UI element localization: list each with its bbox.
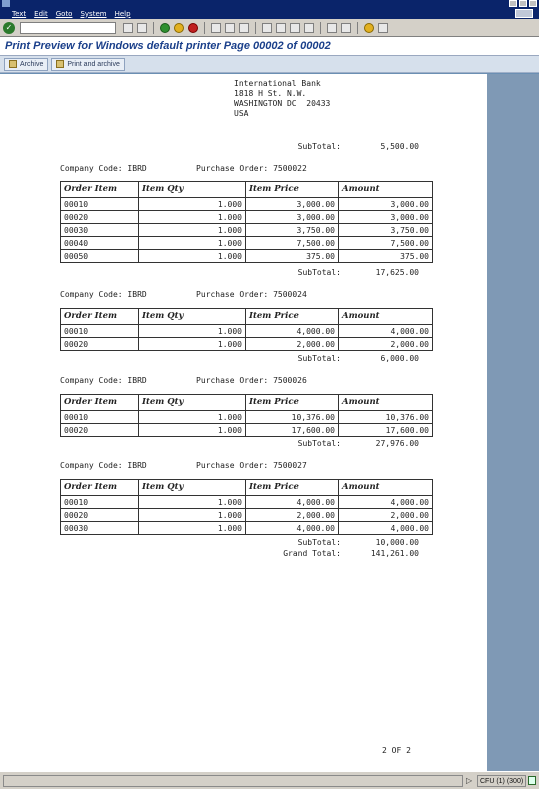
company-code: Company Code: IBRD [60,290,147,299]
table-row [61,496,433,509]
col-order-item: Order Item [61,309,139,325]
subtotal-value: 27,976.00 [375,439,419,448]
shortcut-icon[interactable] [341,23,351,33]
subtotal-value: 17,625.00 [375,268,419,277]
col-item-price: Item Price [246,182,339,198]
print-archive-icon [56,60,64,68]
cell-item-qty: 1.000 [139,198,246,211]
cell-order-item: 00020 [61,509,139,522]
subtotal-label: SubTotal: [297,538,341,547]
cell-amount: 10,376.00 [339,411,433,424]
order-table [60,479,433,535]
toolbar-separator [204,22,205,34]
cell-item-price: 7,500.00 [246,237,339,250]
address-line: International Bank [234,79,321,88]
purchase-order: Purchase Order: 7500022 [196,164,307,173]
cell-item-qty: 1.000 [139,424,246,437]
cell-amount: 17,600.00 [339,424,433,437]
carry-subtotal-value: 5,500.00 [380,142,419,151]
purchase-order: Purchase Order: 7500026 [196,376,307,385]
cell-item-price: 2,000.00 [246,509,339,522]
col-order-item: Order Item [61,395,139,411]
toolbar-separator [255,22,256,34]
toolbar-separator [320,22,321,34]
cell-item-qty: 1.000 [139,338,246,351]
address-line: 1818 H St. N.W. [234,89,307,98]
cell-item-price: 3,000.00 [246,198,339,211]
cell-item-qty: 1.000 [139,250,246,263]
cell-item-price: 17,600.00 [246,424,339,437]
cell-order-item: 00010 [61,496,139,509]
company-code: Company Code: IBRD [60,461,147,470]
subtotal-label: SubTotal: [297,268,341,277]
cell-order-item: 00030 [61,522,139,535]
menu-bar [0,8,539,19]
table-header-row [61,395,433,411]
cell-item-qty: 1.000 [139,411,246,424]
screen-title-area [0,37,539,56]
cell-amount: 7,500.00 [339,237,433,250]
cell-item-price: 10,376.00 [246,411,339,424]
bank-address [234,79,330,119]
save-icon[interactable] [137,23,147,33]
create-session-icon[interactable] [327,23,337,33]
print-preview-page[interactable] [0,74,487,771]
cell-item-price: 4,000.00 [246,522,339,535]
status-message-area[interactable] [3,775,463,787]
archive-button[interactable] [4,58,48,71]
cell-amount: 3,750.00 [339,224,433,237]
help-icon[interactable] [364,23,374,33]
col-amount: Amount [339,480,433,496]
menu-goto[interactable]: Goto [55,9,73,18]
last-page-icon[interactable] [304,23,314,33]
layout-menu-icon[interactable] [378,23,388,33]
cell-item-qty: 1.000 [139,496,246,509]
menu-text[interactable]: Text [12,9,27,18]
table-row [61,325,433,338]
subtotal-value: 6,000.00 [380,354,419,363]
col-item-price: Item Price [246,395,339,411]
cell-order-item: 00020 [61,211,139,224]
col-amount: Amount [339,182,433,198]
table-row [61,211,433,224]
cell-item-price: 4,000.00 [246,325,339,338]
table-row [61,237,433,250]
command-field[interactable] [20,22,116,34]
print-and-archive-button[interactable] [51,58,125,71]
maximize-icon[interactable] [519,0,527,7]
col-item-price: Item Price [246,309,339,325]
close-window-icon[interactable] [529,0,537,7]
col-item-qty: Item Qty [139,480,246,496]
table-row [61,411,433,424]
system-info[interactable]: CFU (1) (300) [477,775,526,787]
cell-item-qty: 1.000 [139,325,246,338]
cell-amount: 3,000.00 [339,198,433,211]
insert-mode-icon[interactable] [528,776,536,785]
cell-order-item: 00050 [61,250,139,263]
cell-amount: 2,000.00 [339,509,433,522]
cancel-icon[interactable] [188,23,198,33]
col-amount: Amount [339,395,433,411]
application-toolbar [0,56,539,73]
find-icon[interactable] [225,23,235,33]
sap-logo-icon [515,9,533,18]
cell-order-item: 00010 [61,411,139,424]
cell-order-item: 00020 [61,338,139,351]
col-item-qty: Item Qty [139,309,246,325]
table-header-row [61,182,433,198]
table-row [61,522,433,535]
enter-check-icon[interactable]: ✓ [3,22,15,34]
right-side-panel [487,74,539,771]
cell-amount: 3,000.00 [339,211,433,224]
cell-amount: 4,000.00 [339,325,433,338]
cell-order-item: 00040 [61,237,139,250]
cell-item-price: 3,000.00 [246,211,339,224]
cell-order-item: 00010 [61,198,139,211]
table-row [61,509,433,522]
cell-item-price: 2,000.00 [246,338,339,351]
col-amount: Amount [339,309,433,325]
subtotal-label: SubTotal: [297,439,341,448]
cell-item-qty: 1.000 [139,224,246,237]
address-line: USA [234,109,249,118]
cell-amount: 375.00 [339,250,433,263]
table-row [61,198,433,211]
col-order-item: Order Item [61,480,139,496]
cell-item-price: 4,000.00 [246,496,339,509]
cell-order-item: 00010 [61,325,139,338]
col-item-qty: Item Qty [139,395,246,411]
cell-amount: 2,000.00 [339,338,433,351]
company-code: Company Code: IBRD [60,164,147,173]
back-icon[interactable] [160,23,170,33]
cell-item-qty: 1.000 [139,237,246,250]
window-title-bar [0,0,539,8]
toolbar-separator [153,22,154,34]
grand-total-label: Grand Total: [283,549,341,558]
window-icon[interactable] [2,0,10,7]
standard-toolbar [0,19,539,37]
table-row [61,338,433,351]
cell-amount: 4,000.00 [339,496,433,509]
cell-item-qty: 1.000 [139,522,246,535]
minimize-icon[interactable] [509,0,517,7]
purchase-order: Purchase Order: 7500024 [196,290,307,299]
company-code: Company Code: IBRD [60,376,147,385]
table-row [61,224,433,237]
cell-order-item: 00020 [61,424,139,437]
cell-item-qty: 1.000 [139,509,246,522]
page-number: 2 OF 2 [382,746,411,755]
menu-system[interactable]: System [80,9,107,18]
address-line: WASHINGTON DC 20433 [234,99,331,108]
cell-item-price: 3,750.00 [246,224,339,237]
table-row [61,424,433,437]
carry-subtotal-label: SubTotal: [297,142,341,151]
cell-item-qty: 1.000 [139,211,246,224]
page-title: Print Preview for Windows default printer Page 00002 of 00002 [5,40,331,52]
order-table [60,181,433,263]
print-and-archive-label: Print and archive [67,60,120,68]
menu-edit[interactable]: Edit [34,9,48,18]
archive-label: Archive [20,60,44,68]
grand-total-value: 141,261.00 [370,549,419,558]
order-table [60,394,433,437]
table-row [61,250,433,263]
subtotal-label: SubTotal: [297,354,341,363]
exit-icon[interactable] [174,23,184,33]
col-item-qty: Item Qty [139,182,246,198]
menu-help[interactable]: Help [114,9,131,18]
print-icon[interactable] [211,23,221,33]
col-order-item: Order Item [61,182,139,198]
table-header-row [61,480,433,496]
toolbar-separator [357,22,358,34]
command-dropdown-icon[interactable] [123,23,133,33]
cell-order-item: 00030 [61,224,139,237]
first-page-icon[interactable] [262,23,272,33]
archive-icon [9,60,17,68]
cell-amount: 4,000.00 [339,522,433,535]
order-table [60,308,433,351]
cell-item-price: 375.00 [246,250,339,263]
status-expand-icon[interactable]: ▷ [466,776,473,785]
table-header-row [61,309,433,325]
purchase-order: Purchase Order: 7500027 [196,461,307,470]
find-next-icon[interactable] [239,23,249,33]
status-bar [0,771,539,789]
col-item-price: Item Price [246,480,339,496]
previous-page-icon[interactable] [276,23,286,33]
next-page-icon[interactable] [290,23,300,33]
subtotal-value: 10,000.00 [375,538,419,547]
